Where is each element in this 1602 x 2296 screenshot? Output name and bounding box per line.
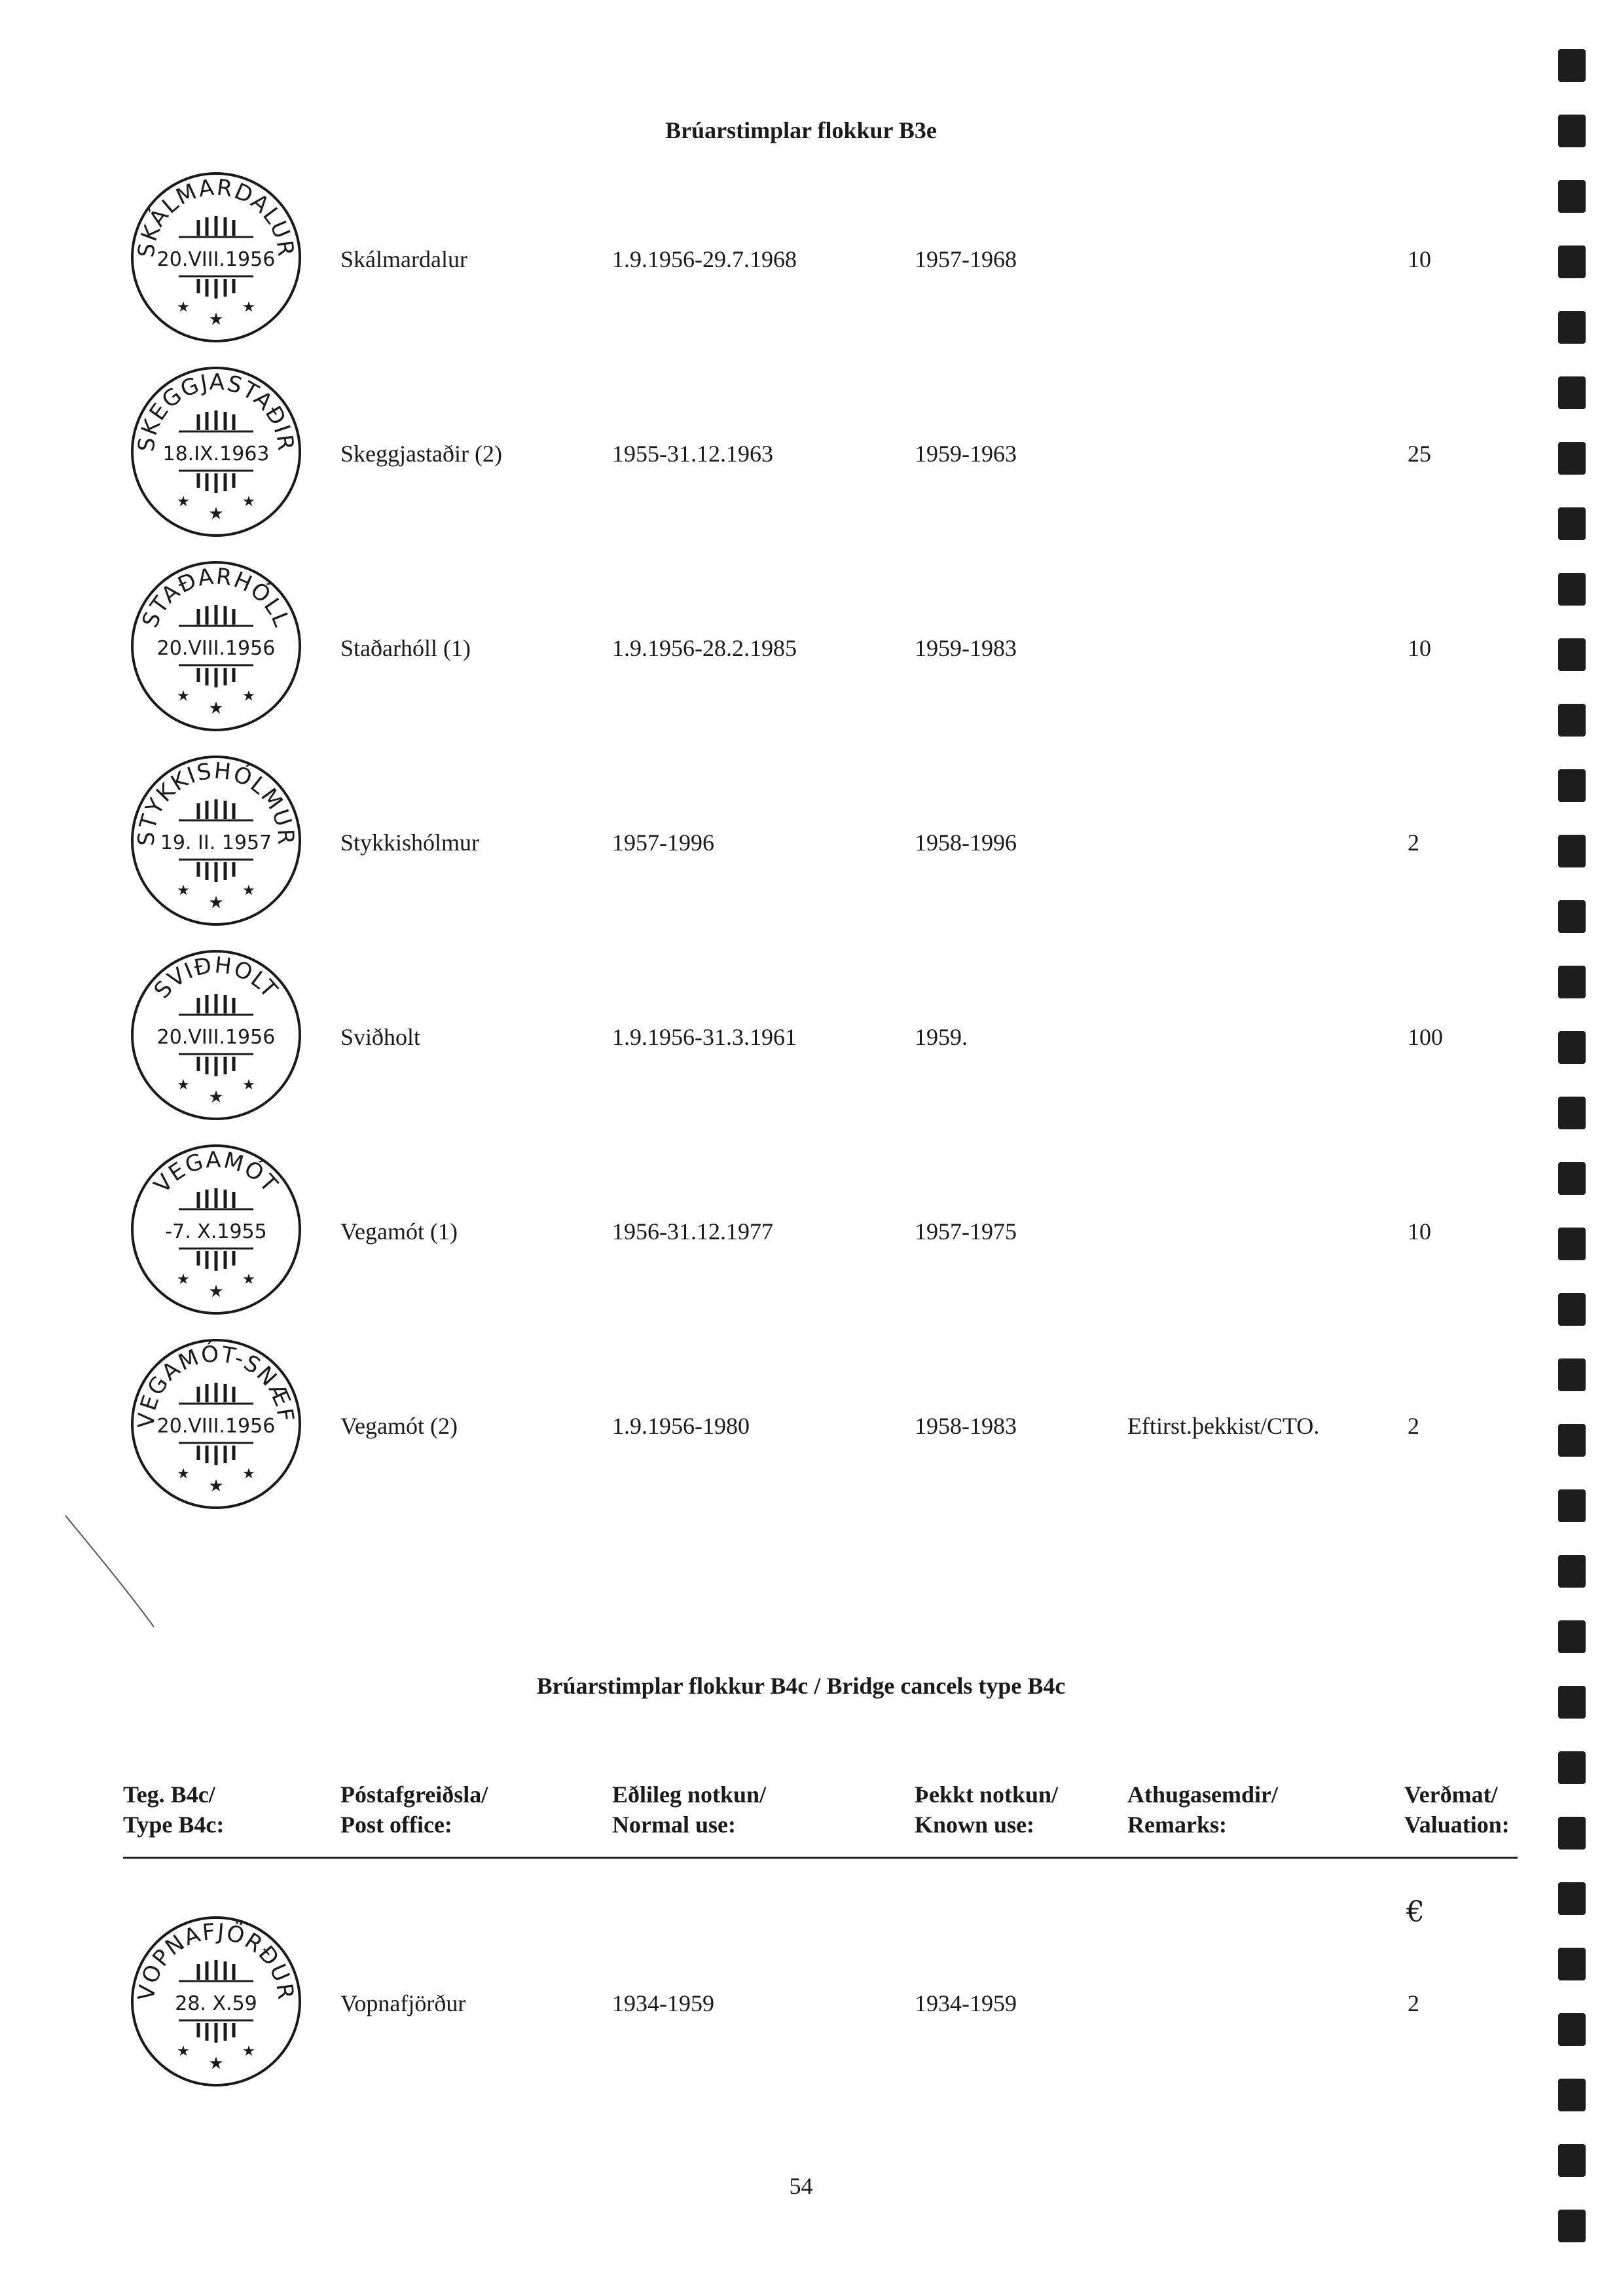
cell-post-office: Stykkishólmur xyxy=(340,829,480,856)
postmark-stamp xyxy=(121,940,311,1130)
binding-hole xyxy=(1558,835,1586,867)
svg-text:★: ★ xyxy=(242,2043,255,2060)
binding-hole xyxy=(1558,246,1586,278)
svg-text:★: ★ xyxy=(208,1476,224,1496)
cell-valuation: 2 xyxy=(1408,829,1419,856)
stamp-arc-text: SVIÐHOLT xyxy=(149,952,283,1004)
binding-hole xyxy=(1558,638,1586,671)
cell-normal-use: 1.9.1956-1980 xyxy=(612,1413,750,1439)
binding-hole xyxy=(1558,1358,1586,1391)
binding-hole xyxy=(1558,1228,1586,1260)
table-row xyxy=(0,1135,1602,1324)
binding-hole xyxy=(1558,311,1586,344)
cell-known-use: 1957-1968 xyxy=(915,246,1017,272)
stamp-arc-text: VEGAMÓT-SNÆF xyxy=(133,1341,299,1429)
page-number: 54 xyxy=(789,2173,813,2199)
postmark-icon xyxy=(121,162,311,352)
binding-hole xyxy=(1558,1948,1586,1980)
binding-hole xyxy=(1558,1162,1586,1195)
stamp-arc-text: SKÁLMARDALUR xyxy=(133,174,299,259)
svg-text:★: ★ xyxy=(208,504,224,524)
cell-known-use: 1959. xyxy=(915,1024,968,1050)
binding-hole xyxy=(1558,2144,1586,2177)
svg-text:★: ★ xyxy=(242,1466,255,1482)
cell-valuation: 10 xyxy=(1408,246,1431,272)
binding-hole xyxy=(1558,1031,1586,1064)
binding-hole xyxy=(1558,1489,1586,1522)
pen-mark xyxy=(62,1506,167,1637)
svg-text:★: ★ xyxy=(177,1077,190,1093)
cell-valuation: 25 xyxy=(1408,441,1431,467)
postmark-icon xyxy=(121,551,311,741)
postmark-stamp xyxy=(121,357,311,547)
cell-known-use: 1934-1959 xyxy=(915,1990,1017,2016)
cell-post-office: Sviðholt xyxy=(340,1024,421,1050)
stamp-date: -7. X.1955 xyxy=(165,1220,267,1243)
header-normal-use: Eðlileg notkun/ Normal use: xyxy=(612,1781,767,1838)
binding-hole xyxy=(1558,2079,1586,2111)
table-row xyxy=(0,1906,1602,2096)
binding-hole xyxy=(1558,1424,1586,1457)
binding-hole xyxy=(1558,769,1586,802)
binding-hole xyxy=(1558,115,1586,147)
postmark-icon xyxy=(121,1329,311,1519)
postmark-stamp xyxy=(121,162,311,352)
svg-text:★: ★ xyxy=(208,699,224,718)
binding-hole xyxy=(1558,2013,1586,2046)
binding-hole xyxy=(1558,1882,1586,1915)
binding-hole xyxy=(1558,1817,1586,1850)
svg-text:★: ★ xyxy=(177,883,190,899)
binding-hole xyxy=(1558,2210,1586,2242)
cell-normal-use: 1956-31.12.1977 xyxy=(612,1218,773,1245)
svg-text:★: ★ xyxy=(208,2054,224,2073)
spiral-binding xyxy=(1558,49,1591,2288)
table-row xyxy=(0,940,1602,1130)
binding-hole xyxy=(1558,704,1586,737)
svg-text:★: ★ xyxy=(242,688,255,704)
svg-text:★: ★ xyxy=(177,688,190,704)
cell-post-office: Skálmardalur xyxy=(340,246,467,272)
header-known-use: Þekkt notkun/ Known use: xyxy=(915,1781,1059,1838)
stamp-arc-text: VOPNAFJÖRÐUR xyxy=(133,1918,299,2003)
postmark-stamp xyxy=(121,1135,311,1324)
cell-valuation: 100 xyxy=(1408,1024,1443,1050)
binding-hole xyxy=(1558,180,1586,213)
postmark-stamp xyxy=(121,1906,311,2096)
stamp-date: 20.VIII.1956 xyxy=(156,637,276,660)
section-title-b4c: Brúarstimplar flokkur B4c / Bridge cancels type B4c xyxy=(536,1673,1066,1699)
svg-text:★: ★ xyxy=(208,1282,224,1302)
binding-hole xyxy=(1558,1555,1586,1588)
svg-text:VEGAMÓT-SNÆF. xyxy=(121,1329,299,1429)
svg-text:★: ★ xyxy=(208,893,224,913)
svg-text:★: ★ xyxy=(242,299,255,316)
cell-known-use: 1959-1983 xyxy=(915,635,1017,661)
postmark-icon xyxy=(121,746,311,936)
stamp-date: 20.VIII.1956 xyxy=(156,1026,276,1049)
cell-post-office: Vegamót (2) xyxy=(340,1413,458,1439)
svg-text:★: ★ xyxy=(177,1466,190,1482)
svg-text:★: ★ xyxy=(177,2043,190,2060)
stamp-date: 20.VIII.1956 xyxy=(156,1415,276,1438)
postmark-icon xyxy=(121,357,311,547)
binding-hole xyxy=(1558,1293,1586,1326)
postmark-stamp xyxy=(121,1329,311,1519)
postmark-icon xyxy=(121,1906,311,2096)
binding-hole xyxy=(1558,966,1586,998)
stamp-arc-text: STAÐARHÓLL xyxy=(137,563,295,632)
cell-remarks: Eftirst.þekkist/CTO. xyxy=(1127,1413,1320,1439)
table-row xyxy=(0,162,1602,352)
cell-valuation: 2 xyxy=(1408,1413,1419,1439)
cell-post-office: Vegamót (1) xyxy=(340,1218,458,1245)
binding-hole xyxy=(1558,1686,1586,1719)
cell-normal-use: 1934-1959 xyxy=(612,1990,714,2016)
svg-text:★: ★ xyxy=(208,310,224,329)
binding-hole xyxy=(1558,49,1586,82)
cell-known-use: 1959-1963 xyxy=(915,441,1017,467)
binding-hole xyxy=(1558,1751,1586,1784)
binding-hole xyxy=(1558,1097,1586,1129)
svg-text:★: ★ xyxy=(242,494,255,510)
cell-normal-use: 1.9.1956-31.3.1961 xyxy=(612,1024,797,1050)
binding-hole xyxy=(1558,442,1586,475)
binding-hole xyxy=(1558,507,1586,540)
cell-known-use: 1958-1996 xyxy=(915,829,1017,856)
stamp-arc-text: SKEGGJASTAÐIR xyxy=(133,369,299,454)
svg-text:★: ★ xyxy=(177,494,190,510)
header-type: Teg. B4c/ Type B4c: xyxy=(123,1781,225,1838)
table-row xyxy=(0,357,1602,547)
cell-normal-use: 1.9.1956-28.2.1985 xyxy=(612,635,797,661)
stamp-arc-text: VEGAMÓT xyxy=(149,1146,283,1199)
svg-text:★: ★ xyxy=(208,1087,224,1107)
binding-hole xyxy=(1558,900,1586,933)
svg-text:★: ★ xyxy=(177,299,190,316)
table-row xyxy=(0,1329,1602,1519)
stamp-date: 19. II. 1957 xyxy=(160,831,272,854)
binding-hole xyxy=(1558,1620,1586,1653)
postmark-icon xyxy=(121,940,311,1130)
header-divider xyxy=(123,1857,1518,1859)
cell-valuation: 2 xyxy=(1408,1990,1419,2016)
table-row xyxy=(0,551,1602,741)
header-remarks: Athugasemdir/ Remarks: xyxy=(1127,1781,1279,1838)
binding-hole xyxy=(1558,376,1586,409)
svg-text:★: ★ xyxy=(177,1271,190,1288)
cell-post-office: Skeggjastaðir (2) xyxy=(340,441,502,467)
cell-normal-use: 1955-31.12.1963 xyxy=(612,441,773,467)
svg-text:★: ★ xyxy=(242,883,255,899)
cell-valuation: 10 xyxy=(1408,635,1431,661)
header-valuation: Verðmat/ Valuation: xyxy=(1404,1781,1510,1838)
stamp-date: 18.IX.1963 xyxy=(162,443,270,465)
stamp-date: 20.VIII.1956 xyxy=(156,248,276,271)
cell-normal-use: 1.9.1956-29.7.1968 xyxy=(612,246,797,272)
postmark-icon xyxy=(121,1135,311,1324)
cell-post-office: Vopnafjörður xyxy=(340,1990,466,2016)
cell-known-use: 1957-1975 xyxy=(915,1218,1017,1245)
header-office: Póstafgreiðsla/ Post office: xyxy=(340,1781,488,1838)
currency-symbol: € xyxy=(1406,1895,1425,1929)
stamp-arc-text: STYKKISHÓLMUR xyxy=(133,757,299,847)
cell-post-office: Staðarhóll (1) xyxy=(340,635,471,661)
page-title: Brúarstimplar flokkur B3e xyxy=(665,117,937,143)
cell-normal-use: 1957-1996 xyxy=(612,829,714,856)
postmark-stamp xyxy=(121,551,311,741)
cell-known-use: 1958-1983 xyxy=(915,1413,1017,1439)
cell-valuation: 10 xyxy=(1408,1218,1431,1245)
postmark-stamp xyxy=(121,746,311,936)
svg-text:★: ★ xyxy=(242,1271,255,1288)
table-row xyxy=(0,746,1602,936)
stamp-date: 28. X.59 xyxy=(175,1992,257,2015)
binding-hole xyxy=(1558,573,1586,606)
svg-text:★: ★ xyxy=(242,1077,255,1093)
